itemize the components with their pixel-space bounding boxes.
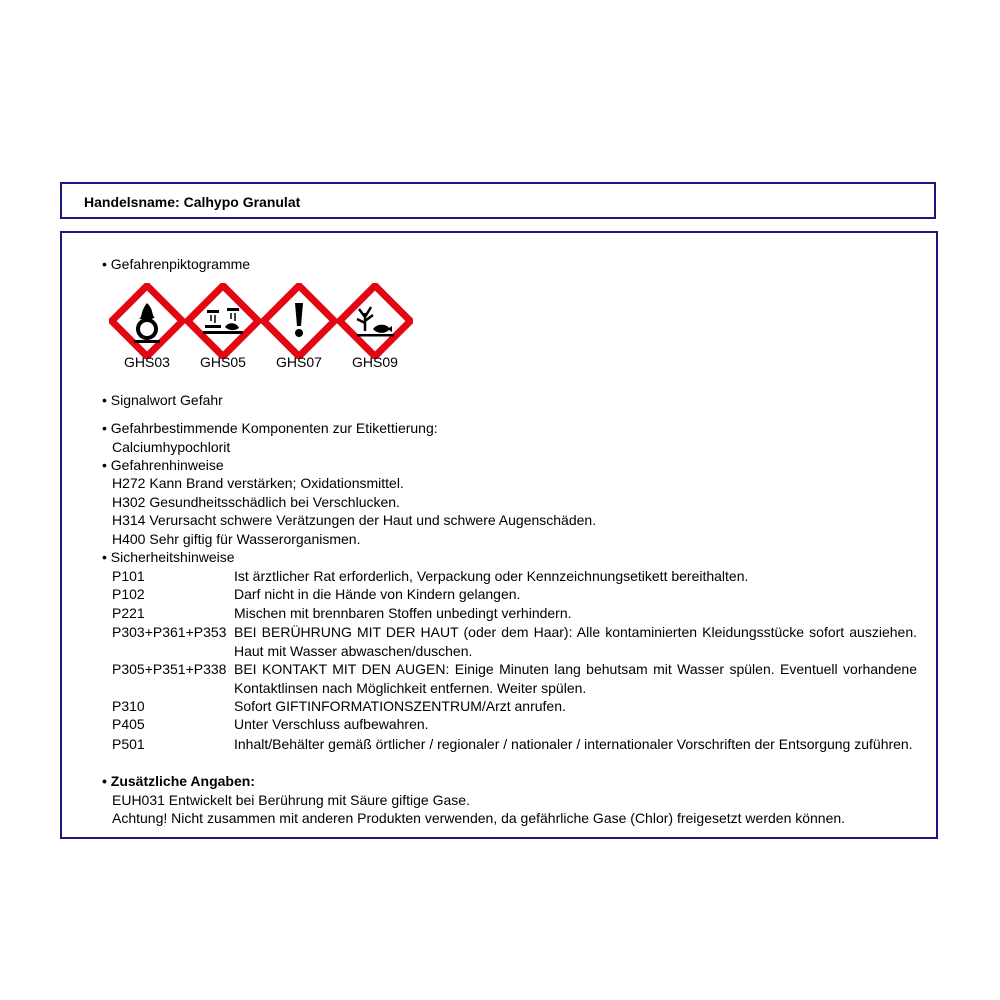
hazard-statement: H272 Kann Brand verstärken; Oxidationsmittel.	[112, 475, 404, 491]
pictograms-heading: • Gefahrenpiktogramme	[102, 256, 251, 272]
signal-word: • Signalwort Gefahr	[102, 392, 223, 408]
precaution-text: Mischen mit brennbaren Stoffen unbedingt verhindern.	[234, 605, 572, 621]
environment-icon	[337, 283, 413, 359]
hazard-statement: H400 Sehr giftig für Wasserorganismen.	[112, 531, 361, 547]
precaution-code: P303+P361+P353	[112, 624, 227, 640]
additional-line: EUH031 Entwickelt bei Berührung mit Säure giftige Gase.	[112, 792, 470, 808]
pictogram-code-1: GHS03	[124, 354, 170, 370]
components-value: Calciumhypochlorit	[112, 439, 231, 455]
precaution-code: P501	[112, 736, 145, 752]
components-heading: • Gefahrbestimmende Komponenten zur Etikettierung:	[102, 420, 438, 436]
precaution-code: P305+P351+P338	[112, 661, 227, 677]
additional-line: Achtung! Nicht zusammen mit anderen Produkten verwenden, da gefährliche Gase (Chlor) freigesetzt werden können.	[112, 810, 846, 826]
precaution-text: BEI BERÜHRUNG MIT DER HAUT (oder dem Haar): Alle kontaminierten Kleidungsstücke sofort ausziehen. Haut mit Wasser abwaschen/duschen.	[234, 624, 917, 659]
exclamation-mark-icon	[261, 283, 337, 359]
additional-heading: • Zusätzliche Angaben:	[102, 773, 255, 789]
hazard-heading: • Gefahrenhinweise	[102, 457, 224, 473]
precaution-text: Unter Verschluss aufbewahren.	[234, 716, 429, 732]
precaution-text: Darf nicht in die Hände von Kindern gelangen.	[234, 586, 521, 602]
flame-over-circle-icon	[109, 283, 185, 359]
precaution-text: BEI KONTAKT MIT DEN AUGEN: Einige Minuten lang behutsam mit Wasser spülen. Eventuell vorhandene Kontaktlinsen nach Möglichkeit entfernen. Weiter spülen.	[234, 661, 917, 696]
pictogram-code-2: GHS05	[200, 354, 246, 370]
label-elements-box	[60, 231, 938, 839]
precaution-code: P221	[112, 605, 145, 621]
precaution-text: Ist ärztlicher Rat erforderlich, Verpackung oder Kennzeichnungsetikett bereithalten.	[234, 568, 749, 584]
pictogram-code-4: GHS09	[352, 354, 398, 370]
hazard-statement: H314 Verursacht schwere Verätzungen der Haut und schwere Augenschäden.	[112, 512, 597, 528]
precaution-code: P310	[112, 698, 145, 714]
precaution-heading: • Sicherheitshinweise	[102, 549, 235, 565]
corrosion-icon	[185, 283, 261, 359]
trade-name: Handelsname: Calhypo Granulat	[84, 194, 301, 210]
precaution-code: P405	[112, 716, 145, 732]
precaution-code: P102	[112, 586, 145, 602]
pictogram-code-3: GHS07	[276, 354, 322, 370]
precaution-text: Sofort GIFTINFORMATIONSZENTRUM/Arzt anrufen.	[234, 698, 566, 714]
trade-name-box	[60, 182, 936, 219]
precaution-text: Inhalt/Behälter gemäß örtlicher / regionaler / nationaler / internationaler Vorschriften der Entsorgung zuführen.	[234, 736, 913, 752]
precaution-code: P101	[112, 568, 145, 584]
hazard-statement: H302 Gesundheitsschädlich bei Verschlucken.	[112, 494, 400, 510]
